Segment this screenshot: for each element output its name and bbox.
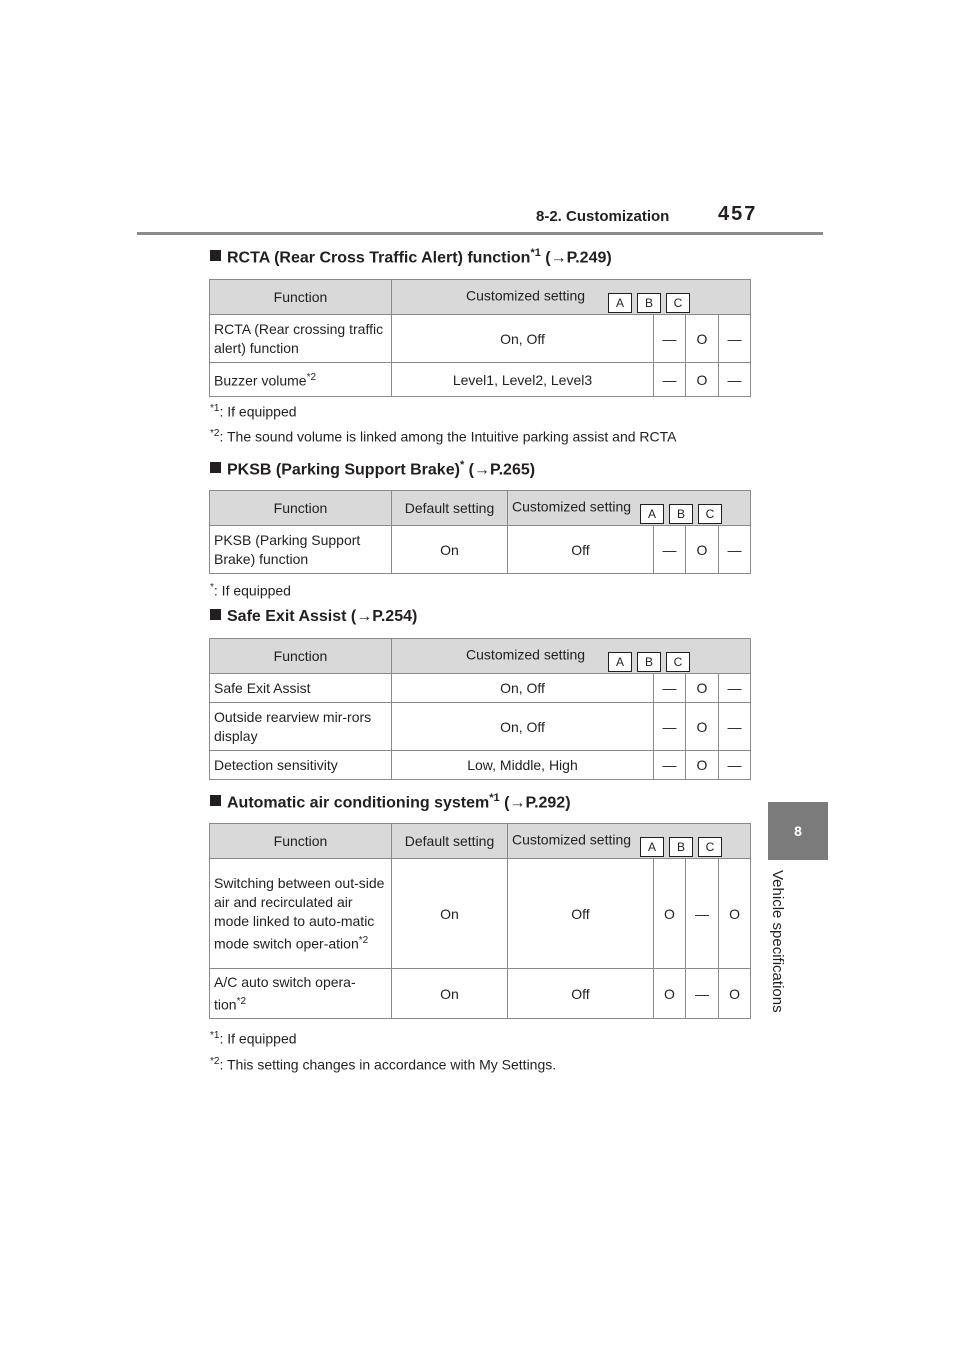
footnote-mark: * bbox=[210, 582, 214, 593]
cell-b: O bbox=[686, 315, 719, 363]
cell-b: O bbox=[686, 674, 719, 703]
square-bullet-icon bbox=[210, 795, 221, 806]
col-function: Function bbox=[210, 280, 392, 315]
footnote-text: : If equipped bbox=[213, 582, 291, 599]
badge-a: A bbox=[640, 837, 664, 857]
cell-function-sup: *2 bbox=[236, 995, 247, 1007]
cell-function-text: A/C auto switch opera-tion bbox=[214, 973, 356, 1013]
square-bullet-icon bbox=[210, 250, 221, 261]
settings-table-air-conditioning bbox=[209, 823, 751, 1019]
badge-c: C bbox=[666, 652, 690, 672]
badge-c: C bbox=[698, 837, 722, 857]
cell-function-sup: *2 bbox=[306, 372, 317, 384]
cell-c: — bbox=[719, 674, 751, 703]
footnote-mark: *1 bbox=[210, 1030, 220, 1041]
table-row bbox=[210, 315, 751, 363]
section-title-text: Safe Exit Assist bbox=[227, 608, 347, 625]
section-title-text: RCTA (Rear Cross Traffic Alert) function bbox=[227, 249, 531, 267]
col-function: Function bbox=[210, 491, 392, 526]
col-customized bbox=[508, 824, 751, 859]
col-customized bbox=[508, 491, 751, 526]
footnote-mark: *2 bbox=[210, 428, 220, 439]
cell-customized: Off bbox=[508, 859, 654, 969]
cell-default: On bbox=[392, 969, 508, 1019]
badge-c: C bbox=[698, 504, 722, 524]
table-row bbox=[210, 969, 751, 1019]
badge-b: B bbox=[637, 293, 661, 313]
table-header-row bbox=[210, 280, 751, 315]
badge-a: A bbox=[640, 504, 664, 524]
footnote bbox=[210, 403, 297, 420]
col-customized-label: Customized setting bbox=[512, 831, 632, 848]
chapter-label-text: Vehicle specifications bbox=[769, 870, 786, 1013]
cell-function-text: Switching between out-side air and recirculated air mode linked to auto-matic mode switch oper-ation bbox=[214, 874, 385, 952]
col-customized bbox=[392, 280, 751, 315]
cell-function bbox=[210, 859, 392, 969]
cell-function bbox=[210, 363, 392, 397]
chapter-tab: 8 bbox=[768, 802, 828, 860]
cell-a: — bbox=[654, 315, 686, 363]
footnote-text: : If equipped bbox=[219, 403, 297, 420]
badge-b: B bbox=[637, 652, 661, 672]
col-default: Default setting bbox=[392, 491, 508, 526]
cell-function: RCTA (Rear crossing traffic alert) function bbox=[210, 315, 392, 363]
table-row bbox=[210, 751, 751, 780]
table-header-row bbox=[210, 491, 751, 526]
footnote bbox=[210, 1030, 297, 1047]
footnote-text: : This setting changes in accordance with My Settings. bbox=[219, 1056, 557, 1073]
cell-function: Safe Exit Assist bbox=[210, 674, 392, 703]
badge-c: C bbox=[666, 293, 690, 313]
cell-function bbox=[210, 969, 392, 1019]
cell-c: — bbox=[719, 315, 751, 363]
square-bullet-icon bbox=[210, 462, 221, 473]
cell-b: O bbox=[686, 703, 719, 751]
cell-a: O bbox=[654, 969, 686, 1019]
col-customized-label: Customized setting bbox=[466, 287, 586, 304]
section-title-sup: *1 bbox=[530, 247, 541, 259]
cell-customized: Off bbox=[508, 969, 654, 1019]
cell-function-sup: *2 bbox=[358, 934, 369, 946]
cell-c: O bbox=[719, 969, 751, 1019]
col-customized-label: Customized setting bbox=[512, 498, 632, 515]
section-title-air-conditioning bbox=[210, 792, 571, 812]
footnote-mark: *1 bbox=[210, 403, 220, 414]
cell-customized: Level1, Level2, Level3 bbox=[392, 363, 654, 397]
settings-table-safe-exit bbox=[209, 638, 751, 780]
footnote-text: : The sound volume is linked among the Intuitive parking assist and RCTA bbox=[219, 428, 677, 445]
cell-a: O bbox=[654, 859, 686, 969]
section-title-text: Automatic air conditioning system bbox=[227, 794, 490, 812]
page-reference: (→P.254) bbox=[350, 608, 418, 625]
col-customized-label: Customized setting bbox=[466, 646, 586, 663]
table-header-row bbox=[210, 824, 751, 859]
col-customized bbox=[392, 639, 751, 674]
cell-a: — bbox=[654, 674, 686, 703]
col-function: Function bbox=[210, 639, 392, 674]
cell-c: — bbox=[719, 703, 751, 751]
cell-a: — bbox=[654, 751, 686, 780]
cell-customized: Low, Middle, High bbox=[392, 751, 654, 780]
table-row bbox=[210, 526, 751, 574]
badge-b: B bbox=[669, 837, 693, 857]
cell-customized: On, Off bbox=[392, 674, 654, 703]
cell-function: Outside rearview mir-rors display bbox=[210, 703, 392, 751]
cell-function: PKSB (Parking Support Brake) function bbox=[210, 526, 392, 574]
table-row bbox=[210, 859, 751, 969]
cell-customized: On, Off bbox=[392, 315, 654, 363]
footnote-mark: *2 bbox=[210, 1056, 220, 1067]
table-header-row bbox=[210, 639, 751, 674]
cell-function-text: Buzzer volume bbox=[214, 372, 307, 389]
table-row bbox=[210, 363, 751, 397]
section-title-pksb bbox=[210, 459, 535, 479]
table-row bbox=[210, 674, 751, 703]
cell-function: Detection sensitivity bbox=[210, 751, 392, 780]
page-reference: (→P.292) bbox=[504, 794, 571, 812]
col-default: Default setting bbox=[392, 824, 508, 859]
cell-c: O bbox=[719, 859, 751, 969]
chapter-label bbox=[766, 870, 790, 1050]
square-bullet-icon bbox=[210, 609, 221, 620]
cell-b: — bbox=[686, 859, 719, 969]
cell-b: O bbox=[686, 526, 719, 574]
page-number: 457 bbox=[718, 203, 758, 225]
cell-b: O bbox=[686, 363, 719, 397]
table-row bbox=[210, 703, 751, 751]
cell-a: — bbox=[654, 703, 686, 751]
cell-customized: On, Off bbox=[392, 703, 654, 751]
footnote bbox=[210, 582, 291, 599]
cell-c: — bbox=[719, 526, 751, 574]
settings-table-rcta bbox=[209, 279, 751, 397]
page-reference: (→P.265) bbox=[468, 461, 536, 479]
page-reference: (→P.249) bbox=[545, 249, 612, 267]
badge-b: B bbox=[669, 504, 693, 524]
badge-a: A bbox=[608, 293, 632, 313]
cell-customized: Off bbox=[508, 526, 654, 574]
section-title-sup: *1 bbox=[489, 792, 500, 804]
badge-a: A bbox=[608, 652, 632, 672]
cell-c: — bbox=[719, 363, 751, 397]
settings-table-pksb bbox=[209, 490, 751, 574]
section-title-sup: * bbox=[459, 459, 465, 471]
col-function: Function bbox=[210, 824, 392, 859]
footnote-text: : If equipped bbox=[219, 1030, 297, 1047]
cell-default: On bbox=[392, 859, 508, 969]
footnote bbox=[210, 428, 677, 445]
cell-b: O bbox=[686, 751, 719, 780]
footnote bbox=[210, 1056, 556, 1073]
section-title-safe-exit bbox=[210, 608, 417, 626]
header-divider bbox=[137, 232, 823, 235]
section-title-text: PKSB (Parking Support Brake) bbox=[227, 461, 460, 479]
cell-a: — bbox=[654, 526, 686, 574]
cell-default: On bbox=[392, 526, 508, 574]
cell-c: — bbox=[719, 751, 751, 780]
section-header: 8-2. Customization bbox=[536, 208, 670, 225]
cell-b: — bbox=[686, 969, 719, 1019]
cell-a: — bbox=[654, 363, 686, 397]
section-title-rcta bbox=[210, 247, 612, 267]
